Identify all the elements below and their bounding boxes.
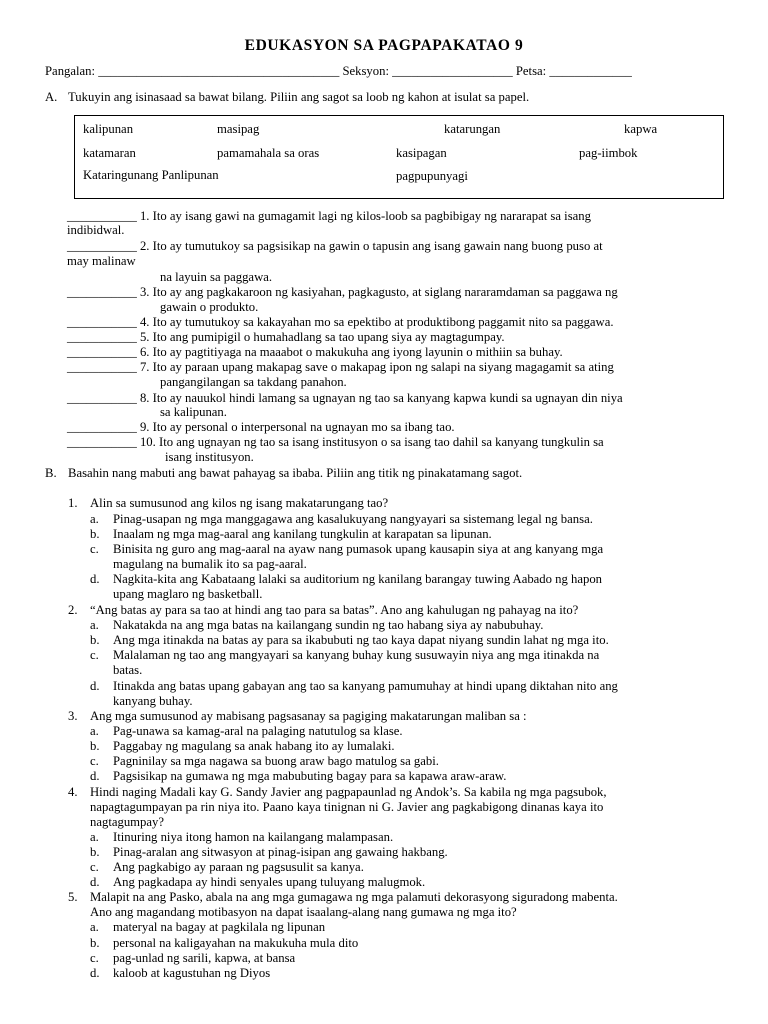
fill-in-item-cont: indibidwal. — [67, 223, 125, 237]
fill-in-item: ___________ 7. Ito ay paraan upang makapag save o makapag ipon ng salapi na siyang magagamit sa ating — [67, 360, 614, 374]
option-letter: a. — [90, 920, 99, 934]
name-blank: ______________________________________ — [98, 64, 340, 78]
fill-in-item-cont: isang institusyon. — [165, 450, 254, 464]
question-text: Malapit na ang Pasko, abala na ang mga gumagawa ng mga palamuti dekorasyong siguradong mabenta. — [90, 890, 618, 904]
option-letter: d. — [90, 875, 100, 889]
question-text: nagtagumpay? — [90, 815, 164, 829]
option-letter: a. — [90, 830, 99, 844]
fill-in-item: ___________ 3. Ito ay ang pagkakaroon ng kasiyahan, pagkagusto, at siglang nararamdaman sa paggawa ng — [67, 285, 618, 299]
question-text: “Ang batas ay para sa tao at hindi ang tao para sa batas”. Ano ang kahulugan ng pahayag na ito? — [90, 603, 579, 617]
option-text: personal na kaligayahan na makukuha mula dito — [113, 936, 359, 950]
question-text: napagtagumpayan pa rin niya ito. Paano kaya tinignan ni G. Javier ang pagkabigong dinanas kaya ito — [90, 800, 604, 814]
option-text: kanyang buhay. — [113, 694, 193, 708]
option-letter: d. — [90, 966, 100, 980]
date-label: Petsa: — [515, 64, 547, 78]
option-letter: c. — [90, 542, 99, 556]
option-letter: b. — [90, 527, 100, 541]
option-letter: c. — [90, 754, 99, 768]
fill-in-item: ___________ 8. Ito ay nauukol hindi lamang sa ugnayan ng tao sa kanyang kapwa kundi sa ugnayan din niya — [67, 391, 623, 405]
question-text: Ang mga sumusunod ay mabisang pagsasanay sa pagiging makatarungan maliban sa : — [90, 709, 527, 723]
option-text: kaloob at kagustuhan ng Diyos — [113, 966, 271, 980]
option-text: pag-unlad ng sarili, kapwa, at bansa — [113, 951, 296, 965]
option-text: Pinag-usapan ng mga manggagawa ang kasalukuyang nangyayari sa sistemang legal ng bansa. — [113, 512, 593, 526]
option-text: Pag-unawa sa kamag-aral na palaging natutulog sa klase. — [113, 724, 403, 738]
fill-in-item: ___________ 10. Ito ang ugnayan ng tao sa isang institusyon o sa isang tao dahil sa kanyang tungkulin sa — [67, 435, 604, 449]
question-number: 5. — [68, 890, 78, 904]
fill-in-item-cont: may malinaw — [67, 254, 136, 268]
option-text: Ang pagkabigo ay paraan ng pagsusulit sa kanya. — [113, 860, 364, 874]
option-letter: a. — [90, 618, 99, 632]
word-choice-box — [74, 115, 724, 199]
option-text: materyal na bagay at pagkilala ng lipunan — [113, 920, 326, 934]
question-text: Hindi naging Madali kay G. Sandy Javier ang pagpapaunlad ng Andok’s. Sa kabila ng mga pagsubok, — [90, 785, 607, 799]
option-text: Nagkita-kita ang Kabataang lalaki sa auditorium ng kanilang barangay tuwing Aabado ng hapon — [113, 572, 603, 586]
option-text: Ang mga itinakda na batas ay para sa ikabubuti ng tao kaya dapat niyang sundin lahat ng mga ito. — [113, 633, 609, 647]
option-text: Paggabay ng magulang sa anak habang ito ay lumalaki. — [113, 739, 395, 753]
fill-in-item: ___________ 5. Ito ang pumipigil o humahadlang sa tao upang siya ay magtagumpay. — [67, 330, 505, 344]
word-choice: pamamahala sa oras — [217, 146, 320, 160]
option-text: Pagninilay sa mga nagawa sa buong araw bago matulog sa gabi. — [113, 754, 439, 768]
option-text: Malalaman ng tao ang mangyayari sa kanyang buhay kung susuwayin niya ang mga itinakda na — [113, 648, 600, 662]
option-letter: c. — [90, 648, 99, 662]
option-letter: b. — [90, 633, 100, 647]
option-letter: c. — [90, 860, 99, 874]
fill-in-item: ___________ 9. Ito ay personal o interpersonal na ugnayan mo sa ibang tao. — [67, 420, 455, 434]
fill-in-item-cont: sa kalipunan. — [160, 405, 227, 419]
name-label: Pangalan: — [45, 64, 96, 78]
question-number: 4. — [68, 785, 78, 799]
page-title: EDUKASYON SA PAGPAPAKATAO 9 — [244, 37, 524, 54]
option-text: Pinag-aralan ang sitwasyon at pinag-isipan ang gawaing hakbang. — [113, 845, 448, 859]
option-letter: b. — [90, 845, 100, 859]
option-text: magulang na bumalik ito sa pag-aaral. — [113, 557, 307, 571]
option-text: Ang pagkadapa ay hindi senyales upang tuluyang malugmok. — [113, 875, 426, 889]
word-choice: kasipagan — [396, 146, 447, 160]
option-text: Nakatakda na ang mga batas na kailangang sundin ng tao habang siya ay nabubuhay. — [113, 618, 544, 632]
fill-in-item-cont: gawain o produkto. — [160, 300, 259, 314]
question-number: 3. — [68, 709, 78, 723]
fill-in-item-cont: na layuin sa paggawa. — [160, 270, 273, 284]
part-a-instruction: Tukuyin ang isinasaad sa bawat bilang. Piliin ang sagot sa loob ng kahon at isulat sa papel. — [68, 90, 530, 104]
word-choice: kapwa — [624, 122, 658, 136]
option-letter: c. — [90, 951, 99, 965]
date-blank: _____________ — [549, 64, 632, 78]
word-choice: masipag — [217, 122, 260, 136]
option-text: Itinuring niya itong hamon na kailangang malampasan. — [113, 830, 394, 844]
question-text: Alin sa sumusunod ang kilos ng isang makatarungang tao? — [90, 496, 389, 510]
option-letter: a. — [90, 512, 99, 526]
part-b-letter: B. — [45, 466, 57, 480]
option-letter: d. — [90, 769, 100, 783]
option-text: Pagsisikap na gumawa ng mga mabubuting bagay para sa kapawa araw-araw. — [113, 769, 507, 783]
option-letter: b. — [90, 936, 100, 950]
fill-in-item: ___________ 1. Ito ay isang gawi na gumagamit lagi ng kilos-loob sa pagbibigay ng nararapat sa isang — [67, 209, 591, 223]
option-letter: b. — [90, 739, 100, 753]
header-fields — [45, 64, 632, 79]
part-b-instruction: Basahin nang mabuti ang bawat pahayag sa ibaba. Piliin ang titik ng pinakatamang sagot. — [68, 466, 523, 480]
word-choice: pag-iimbok — [579, 146, 638, 160]
question-text: Ano ang magandang motibasyon na dapat isaalang-alang nang gumawa ng mga ito? — [90, 905, 517, 919]
option-text: upang maglaro ng basketball. — [113, 587, 263, 601]
word-choice: katamaran — [83, 146, 136, 160]
word-choice: pagpupunyagi — [396, 169, 468, 183]
option-letter: d. — [90, 572, 100, 586]
word-choice: kalipunan — [83, 122, 134, 136]
option-text: Itinakda ang batas upang gabayan ang tao sa kanyang pamumuhay at hindi upang diktahan nito ang — [113, 679, 618, 693]
fill-in-item: ___________ 4. Ito ay tumutukoy sa kakayahan mo sa epektibo at produktibong paggamit nito sa paggawa. — [67, 315, 614, 329]
option-text: Inaalam ng mga mag-aaral ang kanilang tungkulin at karapatan sa lipunan. — [113, 527, 492, 541]
option-letter: a. — [90, 724, 99, 738]
word-choice: Kataringunang Panlipunan — [83, 168, 219, 182]
section-label: Seksyon: — [342, 64, 389, 78]
fill-in-item: ___________ 2. Ito ay tumutukoy sa pagsisikap na gawin o tapusin ang isang gawain nang buong puso at — [67, 239, 603, 253]
option-letter: d. — [90, 679, 100, 693]
section-blank: ___________________ — [392, 64, 513, 78]
word-choice: katarungan — [444, 122, 501, 136]
question-number: 2. — [68, 603, 78, 617]
fill-in-item: ___________ 6. Ito ay pagtitiyaga na maaabot o makukuha ang iyong layunin o mithiin sa buhay. — [67, 345, 563, 359]
fill-in-item-cont: pangangilangan sa takdang panahon. — [160, 375, 347, 389]
option-text: batas. — [113, 663, 143, 677]
option-text: Binisita ng guro ang mag-aaral na ayaw nang pumasok upang kausapin siya at ang kanyang mga — [113, 542, 604, 556]
question-number: 1. — [68, 496, 78, 510]
part-a-letter: A. — [45, 90, 58, 104]
